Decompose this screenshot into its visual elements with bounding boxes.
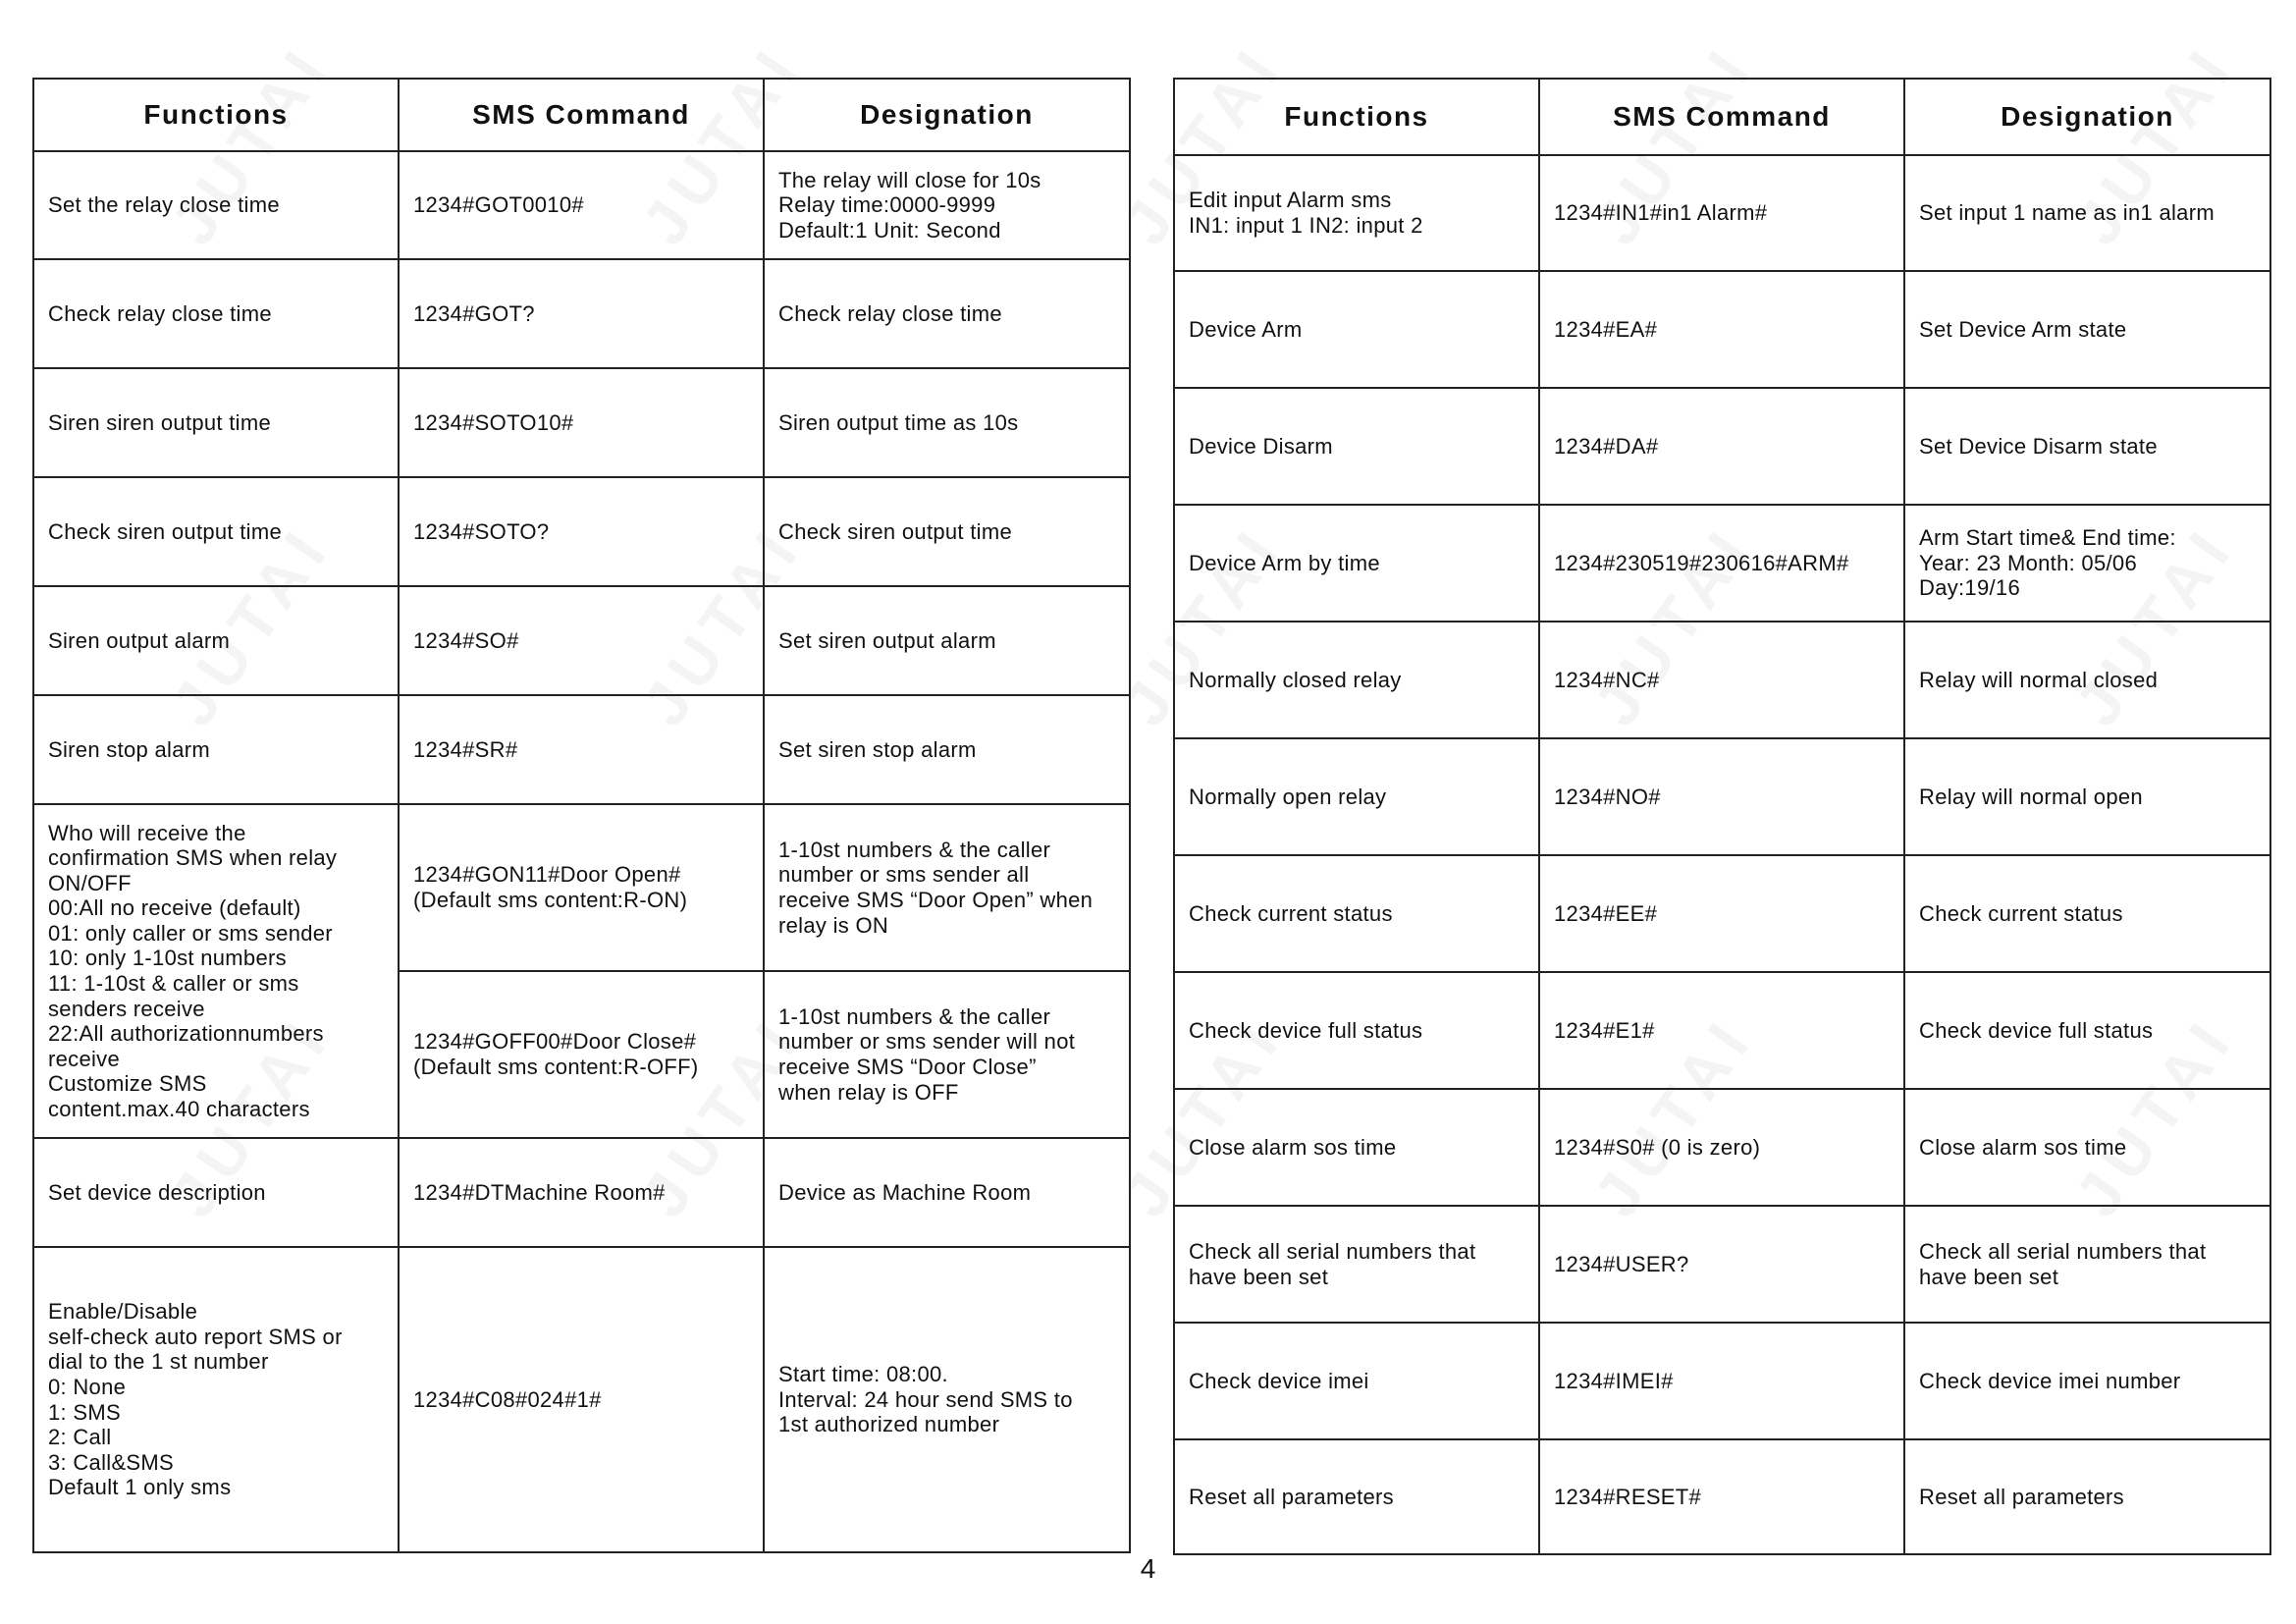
- right-table-body: [1174, 155, 2270, 1554]
- designation-cell: Close alarm sos time: [1904, 1089, 2270, 1206]
- command-cell: 1234#NC#: [1539, 622, 1904, 738]
- command-cell: 1234#DA#: [1539, 388, 1904, 505]
- command-cell: 1234#GOFF00#Door Close# (Default sms content:R-OFF): [399, 971, 764, 1138]
- header-designation: Designation: [764, 79, 1130, 151]
- command-cell: 1234#SR#: [399, 695, 764, 804]
- sms-command-table-left: [32, 78, 1131, 1553]
- designation-cell: Device as Machine Room: [764, 1138, 1130, 1247]
- table-row: [1174, 1206, 2270, 1323]
- table-row: [33, 586, 1130, 695]
- table-header-row: [33, 79, 1130, 151]
- command-cell: 1234#SOTO10#: [399, 368, 764, 477]
- designation-cell: 1-10st numbers & the caller number or sms sender will not receive SMS “Door Close” when relay is OFF: [764, 971, 1130, 1138]
- table-row: [33, 695, 1130, 804]
- header-sms-command: SMS Command: [1539, 79, 1904, 155]
- command-cell: 1234#IMEI#: [1539, 1323, 1904, 1439]
- table-row: [1174, 738, 2270, 855]
- designation-cell: Check siren output time: [764, 477, 1130, 586]
- designation-cell: Arm Start time& End time: Year: 23 Month: 05/06 Day:19/16: [1904, 505, 2270, 622]
- table-row: [33, 477, 1130, 586]
- function-cell: Device Disarm: [1174, 388, 1539, 505]
- function-cell: Reset all parameters: [1174, 1439, 1539, 1554]
- function-cell: Siren stop alarm: [33, 695, 399, 804]
- command-cell: 1234#EA#: [1539, 271, 1904, 388]
- command-cell: 1234#NO#: [1539, 738, 1904, 855]
- function-cell: Siren siren output time: [33, 368, 399, 477]
- function-cell: Set device description: [33, 1138, 399, 1247]
- designation-cell: Check device full status: [1904, 972, 2270, 1089]
- designation-cell: Set siren stop alarm: [764, 695, 1130, 804]
- table-row: [1174, 1323, 2270, 1439]
- table-row: [33, 259, 1130, 368]
- table-row: [33, 1138, 1130, 1247]
- function-cell: Check all serial numbers that have been set: [1174, 1206, 1539, 1323]
- designation-cell: Set Device Arm state: [1904, 271, 2270, 388]
- function-cell: Normally open relay: [1174, 738, 1539, 855]
- designation-cell: Check relay close time: [764, 259, 1130, 368]
- table-header-row: [1174, 79, 2270, 155]
- function-cell: Enable/Disable self-check auto report SMS or dial to the 1 st number 0: None 1: SMS 2: Call 3: Call&SMS Default 1 only sms: [33, 1247, 399, 1552]
- table-row: [1174, 972, 2270, 1089]
- designation-cell: Relay will normal open: [1904, 738, 2270, 855]
- table-row: [1174, 622, 2270, 738]
- function-cell: Check relay close time: [33, 259, 399, 368]
- function-cell: Check device full status: [1174, 972, 1539, 1089]
- function-cell: Check device imei: [1174, 1323, 1539, 1439]
- designation-cell: Siren output time as 10s: [764, 368, 1130, 477]
- designation-cell: Check all serial numbers that have been set: [1904, 1206, 2270, 1323]
- function-cell: Set the relay close time: [33, 151, 399, 259]
- table-row: [1174, 271, 2270, 388]
- table-row: [1174, 1089, 2270, 1206]
- function-cell: Check siren output time: [33, 477, 399, 586]
- command-cell: 1234#EE#: [1539, 855, 1904, 972]
- command-cell: 1234#DTMachine Room#: [399, 1138, 764, 1247]
- designation-cell: Set Device Disarm state: [1904, 388, 2270, 505]
- header-functions: Functions: [1174, 79, 1539, 155]
- function-cell: Device Arm: [1174, 271, 1539, 388]
- designation-cell: 1-10st numbers & the caller number or sms sender all receive SMS “Door Open” when relay is ON: [764, 804, 1130, 971]
- command-cell: 1234#SO#: [399, 586, 764, 695]
- command-cell: 1234#GON11#Door Open# (Default sms content:R-ON): [399, 804, 764, 971]
- designation-cell: Start time: 08:00. Interval: 24 hour send SMS to 1st authorized number: [764, 1247, 1130, 1552]
- designation-cell: Check device imei number: [1904, 1323, 2270, 1439]
- command-cell: 1234#E1#: [1539, 972, 1904, 1089]
- command-cell: 1234#GOT?: [399, 259, 764, 368]
- table-row: [1174, 155, 2270, 271]
- page-number: 4: [1140, 1553, 1156, 1584]
- table-row-confirmation-on: [33, 804, 1130, 971]
- function-cell: Check current status: [1174, 855, 1539, 972]
- designation-cell: Relay will normal closed: [1904, 622, 2270, 738]
- command-cell: 1234#RESET#: [1539, 1439, 1904, 1554]
- function-cell: Device Arm by time: [1174, 505, 1539, 622]
- header-functions: Functions: [33, 79, 399, 151]
- table-row: [33, 1247, 1130, 1552]
- command-cell: 1234#C08#024#1#: [399, 1247, 764, 1552]
- table-row: [1174, 505, 2270, 622]
- sms-command-table-right: [1173, 78, 2271, 1555]
- designation-cell: Set input 1 name as in1 alarm: [1904, 155, 2270, 271]
- function-cell: Siren output alarm: [33, 586, 399, 695]
- command-cell: 1234#GOT0010#: [399, 151, 764, 259]
- function-cell: Normally closed relay: [1174, 622, 1539, 738]
- table-row: [33, 151, 1130, 259]
- command-cell: 1234#USER?: [1539, 1206, 1904, 1323]
- table-row: [1174, 388, 2270, 505]
- command-cell: 1234#IN1#in1 Alarm#: [1539, 155, 1904, 271]
- function-cell: Edit input Alarm sms IN1: input 1 IN2: input 2: [1174, 155, 1539, 271]
- confirmation-function-cell: Who will receive the confirmation SMS when relay ON/OFF 00:All no receive (default) 01: only caller or sms sender 10: only 1-10st numbers 11: 1-10st & caller or sms senders receive 22:All authorizationnumbers receive Customize SMS content.max.40 characters: [33, 804, 399, 1138]
- function-cell: Close alarm sos time: [1174, 1089, 1539, 1206]
- table-row: [1174, 855, 2270, 972]
- designation-cell: The relay will close for 10s Relay time:0000-9999 Default:1 Unit: Second: [764, 151, 1130, 259]
- designation-cell: Check current status: [1904, 855, 2270, 972]
- header-sms-command: SMS Command: [399, 79, 764, 151]
- header-designation: Designation: [1904, 79, 2270, 155]
- designation-cell: Set siren output alarm: [764, 586, 1130, 695]
- command-cell: 1234#SOTO?: [399, 477, 764, 586]
- designation-cell: Reset all parameters: [1904, 1439, 2270, 1554]
- command-cell: 1234#230519#230616#ARM#: [1539, 505, 1904, 622]
- table-row: [1174, 1439, 2270, 1554]
- table-row: [33, 368, 1130, 477]
- command-cell: 1234#S0# (0 is zero): [1539, 1089, 1904, 1206]
